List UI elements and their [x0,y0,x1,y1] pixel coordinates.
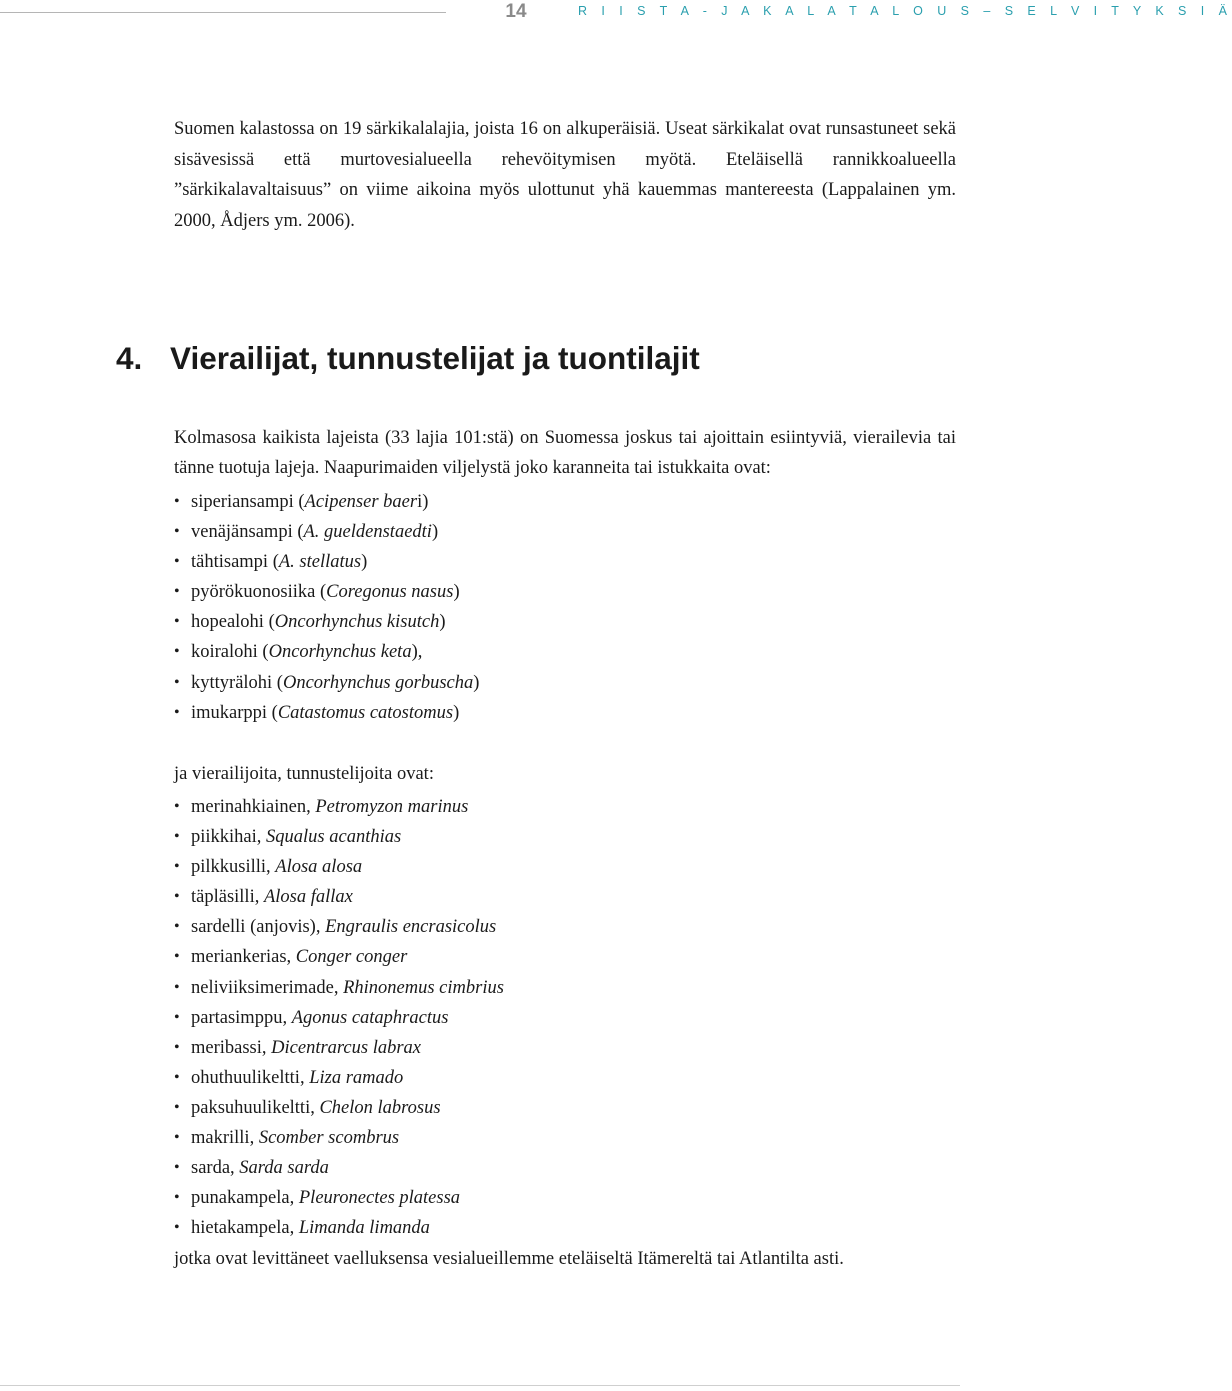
species-common-name: paksuhuulikeltti, [191,1097,320,1118]
species-common-name: neliviiksimerimade, [191,977,344,998]
introduced-species-list [174,487,944,728]
species-common-name: pilkkusilli, [191,857,276,878]
visitors-intro: ja vierailijoita, tunnustelijoita ovat: [174,764,434,784]
species-latin-name: Liza ramado [309,1067,404,1088]
species-latin-name: Rhinonemus cimbrius [343,977,504,998]
species-latin-name: Sarda sarda [239,1158,329,1179]
bullet-icon: • [174,493,180,510]
species-common-name: punakampela, [191,1188,299,1209]
species-latin-name: Squalus acanthias [266,827,402,848]
header-rule [0,12,446,13]
species-common-name: sarda, [191,1158,240,1179]
bullet-icon: • [174,583,180,601]
species-common-name: imukarppi ( [191,702,278,723]
bullet-icon: • [174,1189,180,1207]
list-item [174,517,944,547]
bullet-icon: • [174,553,180,571]
list-item [174,607,944,637]
species-latin-name: Catastomus catostomus [277,702,454,723]
species-suffix: i) [417,492,429,512]
species-latin-name: A. gueldenstaedti [303,522,432,543]
list-item [174,822,944,852]
species-latin-name: Oncorhynchus keta [268,642,412,663]
species-common-name: partasimppu, [191,1007,292,1028]
species-common-name: pyörökuonosiika ( [191,582,327,603]
list-item [174,942,944,972]
list-item [174,1063,944,1093]
running-head: R I I S T A - J A K A L A T A L O U S – S E L V I T Y K S I Ä [578,4,1232,18]
bullet-icon: • [174,918,180,936]
section-number: 4. [116,340,143,376]
species-common-name: makrilli, [191,1128,259,1149]
bullet-icon: • [174,858,180,876]
bullet-icon: • [174,888,180,906]
bullet-icon: • [174,613,180,631]
list-item [174,487,944,517]
bullet-icon: • [174,798,180,815]
bullet-icon: • [174,673,180,691]
species-common-name: hopealohi ( [191,612,275,633]
bullet-icon: • [174,1159,180,1177]
species-latin-name: Engraulis encrasicolus [325,917,497,938]
species-common-name: siperiansampi ( [191,492,305,512]
list-item [174,1213,944,1243]
list-item [174,912,944,942]
list-item [174,668,944,698]
list-item [174,792,944,822]
species-suffix: ) [473,672,480,693]
species-latin-name: Limanda limanda [298,1218,430,1239]
species-latin-name: Alosa alosa [275,857,363,878]
species-common-name: merinahkiainen, [191,797,316,817]
list-item [174,1153,944,1183]
list-item [174,973,944,1003]
bottom-rule [0,1385,960,1386]
species-common-name: kyttyrälohi ( [191,672,283,693]
bullet-icon: • [174,1129,180,1147]
species-latin-name: A. stellatus [278,552,362,573]
bullet-icon: • [174,1068,180,1086]
species-common-name: koiralohi ( [191,642,269,663]
bullet-icon: • [174,643,180,661]
species-common-name: tähtisampi ( [191,552,279,573]
species-suffix: ) [439,612,446,633]
bullet-icon: • [174,703,180,721]
bullet-icon: • [174,523,180,541]
species-latin-name: Oncorhynchus kisutch [274,612,440,633]
species-latin-name: Alosa fallax [263,887,353,908]
species-suffix: ), [411,642,423,663]
list-item [174,637,944,667]
bullet-icon: • [174,978,180,996]
species-latin-name: Agonus cataphractus [291,1007,449,1028]
species-suffix: ) [361,552,368,573]
species-common-name: ohuthuulikeltti, [191,1067,310,1088]
list-item [174,547,944,577]
species-latin-name: Petromyzon marinus [315,797,469,817]
page-number: 14 [505,1,527,22]
species-common-name: piikkihai, [191,827,267,848]
species-latin-name: Pleuronectes platessa [298,1188,461,1209]
species-latin-name: Dicentrarcus labrax [271,1037,422,1058]
visitor-species-list [174,792,944,1243]
closing-sentence: jotka ovat levittäneet vaelluksensa vesialueillemme eteläiseltä Itämereltä tai Atlantilta asti. [174,1249,844,1269]
list-item [174,1093,944,1123]
species-latin-name: Chelon labrosus [319,1097,441,1118]
list-item [174,1123,944,1153]
bullet-icon: • [174,1219,180,1237]
list-item [174,577,944,607]
species-suffix: ) [431,522,439,543]
species-latin-name: Conger conger [295,947,408,968]
list-item [174,698,944,728]
species-common-name: sardelli (anjovis), [191,917,326,938]
list-item [174,1183,944,1213]
bullet-icon: • [174,1098,180,1116]
species-common-name: hietakampela, [191,1218,299,1239]
list-item [174,1033,944,1063]
species-latin-name: Acipenser baer [304,492,418,512]
page-header [0,0,1232,30]
species-common-name: meriankerias, [191,947,296,968]
species-latin-name: Coregonus nasus [326,582,454,603]
section-title: Vierailijat, tunnustelijat ja tuontilajit [170,340,700,376]
bullet-icon: • [174,828,180,846]
intro-paragraph: Suomen kalastossa on 19 särkikalalajia, joista 16 on alkuperäisiä. Useat särkikalat ovat runsastuneet sekä sisävesissä että murtovesialueella rehevöitymisen myötä. Eteläisellä rannikkoalueella ”särkikalavaltaisuus” on viime aikoina myös ulottunut yhä kauemmas mantereesta (Lappalainen ym. 2000, Ådjers ym. 2006). [174,119,956,231]
species-suffix: ) [453,582,460,603]
section-heading [116,340,946,377]
bullet-icon: • [174,948,180,966]
bullet-icon: • [174,1008,180,1026]
section-paragraph: Kolmasosa kaikista lajeista (33 lajia 101:stä) on Suomessa joskus tai ajoittain esiintyviä, vierailevia tai tänne tuotuja lajeja. Naapurimaiden viljelystä joko karanneita tai istukkaita ovat: [174,428,956,478]
species-common-name: täpläsilli, [191,887,264,908]
list-item [174,1003,944,1033]
species-latin-name: Oncorhynchus gorbuscha [282,672,474,693]
bullet-icon: • [174,1038,180,1056]
species-common-name: venäjänsampi ( [191,522,304,543]
species-common-name: meribassi, [191,1037,272,1058]
species-latin-name: Scomber scombrus [258,1128,400,1149]
species-suffix: ) [453,702,460,723]
list-item [174,852,944,882]
list-item [174,882,944,912]
